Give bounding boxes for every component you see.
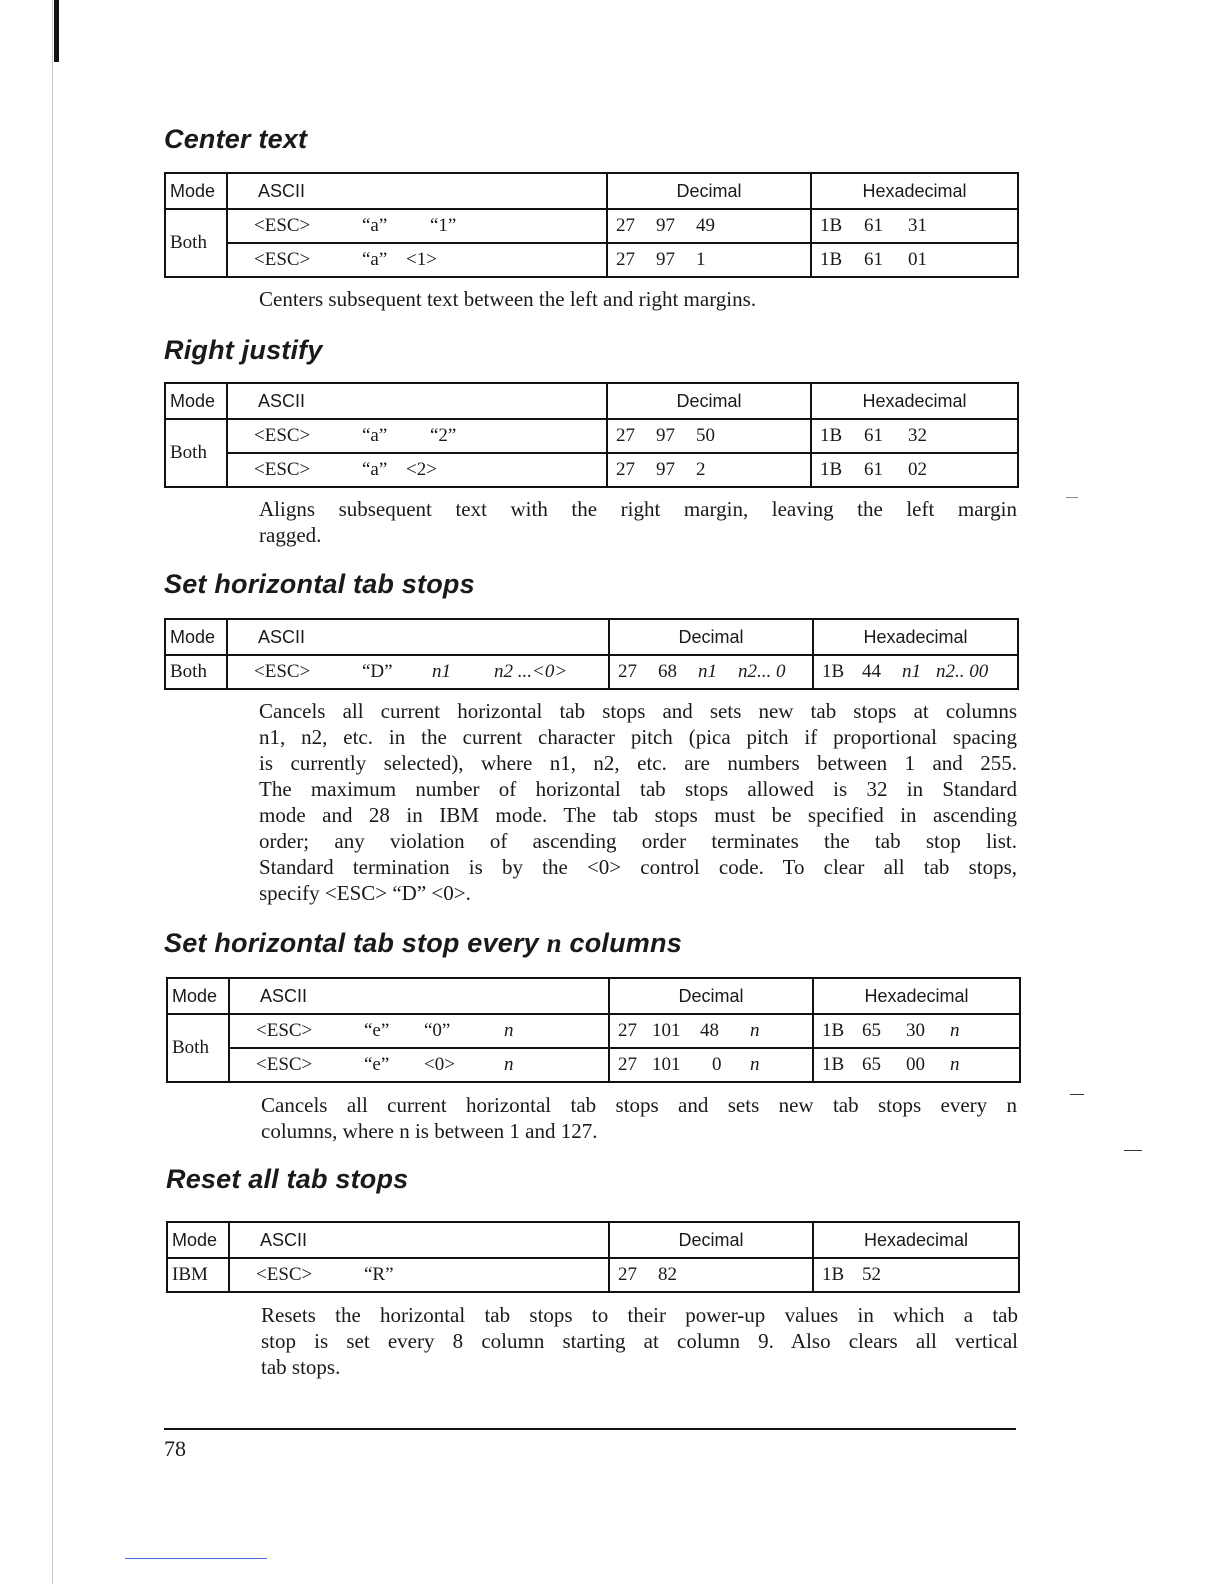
ascii-cell: [227, 655, 609, 689]
decimal-cell: [607, 209, 811, 243]
decimal-cell: [609, 1258, 813, 1292]
decimal-cell: [609, 1014, 813, 1048]
table-set-horizontal-tab-stops: [164, 618, 1019, 690]
ascii-token: “a”: [362, 459, 388, 480]
ascii-cell: [227, 419, 607, 453]
mode-cell: Both: [165, 419, 227, 487]
decimal-token: 97: [656, 425, 675, 446]
decimal-token: 27: [618, 1054, 637, 1075]
hex-token: 02: [908, 459, 927, 480]
hex-token: 1B: [822, 661, 845, 682]
description-line: ragged.: [259, 523, 322, 547]
decimal-token: 97: [656, 215, 675, 236]
hex-token: 61: [864, 249, 883, 270]
scan-edge-line: [52, 0, 53, 1584]
hex-token: 1B: [822, 1054, 845, 1075]
header-hex: Hexadecimal: [813, 619, 1018, 655]
decimal-token: 97: [656, 459, 675, 480]
hex-token: 61: [864, 425, 883, 446]
decimal-cell: [607, 453, 811, 487]
ascii-token: “a”: [362, 215, 388, 236]
ascii-token: <ESC>: [254, 249, 311, 270]
heading-center-text: Center text: [164, 124, 308, 154]
table-row: [167, 1048, 1020, 1082]
mode-cell: Both: [167, 1014, 229, 1082]
ascii-token: “e”: [364, 1054, 390, 1075]
hex-token: 01: [908, 249, 927, 270]
decimal-cell: [607, 419, 811, 453]
ascii-token: <ESC>: [256, 1054, 313, 1075]
hex-token: 1B: [820, 215, 843, 236]
ascii-token: “1”: [430, 215, 457, 236]
hex-token: 61: [864, 459, 883, 480]
margin-mark: [1066, 497, 1078, 498]
hex-token: 32: [908, 425, 927, 446]
ascii-token: <ESC>: [254, 661, 311, 682]
description-right-justify: [259, 496, 1017, 548]
hex-cell: [811, 453, 1018, 487]
table-header-row: [165, 173, 1018, 209]
hex-token: 30: [906, 1020, 925, 1041]
decimal-token: n2... 0: [738, 661, 786, 682]
description-line: Cancels all current horizontal tab stops and sets new tab stops every n: [261, 1093, 1017, 1117]
header-hex: Hexadecimal: [813, 1222, 1019, 1258]
decimal-token: 27: [616, 425, 635, 446]
ascii-token: <2>: [406, 459, 437, 480]
description-line: The maximum number of horizontal tab stops allowed is 32 in Standard: [259, 777, 1017, 801]
table-header-row: [167, 1222, 1019, 1258]
hex-token: 1B: [822, 1020, 845, 1041]
header-mode: Mode: [165, 173, 227, 209]
decimal-token: 101: [652, 1020, 681, 1041]
hex-cell: [811, 419, 1018, 453]
hex-cell: [813, 655, 1018, 689]
heading-set-tab-every-n: [164, 928, 682, 959]
header-mode: Mode: [167, 978, 229, 1014]
scan-edge-mark: [54, 0, 59, 62]
hex-token: 31: [908, 215, 927, 236]
ascii-cell: [229, 1048, 609, 1082]
heading-part: Set horizontal tab stop every: [164, 928, 539, 958]
decimal-token: 27: [618, 661, 637, 682]
ascii-token: <ESC>: [256, 1264, 313, 1285]
decimal-token: n: [750, 1020, 760, 1041]
description-line: is currently selected), where n1, n2, etc. are numbers between 1 and 255.: [259, 751, 1017, 775]
description-line: Centers subsequent text between the left and right margins.: [259, 287, 757, 311]
decimal-token: 48: [700, 1020, 719, 1041]
table-header-row: [165, 619, 1018, 655]
header-ascii: ASCII: [227, 173, 607, 209]
decimal-token: 27: [616, 215, 635, 236]
description-line: order; any violation of ascending order terminates the tab stop list.: [259, 829, 1017, 853]
description-line: Cancels all current horizontal tab stops and sets new tab stops at columns: [259, 699, 1017, 723]
decimal-token: n: [750, 1054, 760, 1075]
hex-token: n: [950, 1020, 960, 1041]
ascii-token: n: [504, 1020, 514, 1041]
description-line: Standard termination is by the <0> control code. To clear all tab stops,: [259, 855, 1017, 879]
decimal-token: 68: [658, 661, 677, 682]
decimal-token: 1: [696, 249, 706, 270]
header-mode: Mode: [165, 383, 227, 419]
header-mode: Mode: [167, 1222, 229, 1258]
hex-token: n: [950, 1054, 960, 1075]
ascii-cell: [229, 1258, 609, 1292]
decimal-token: 27: [618, 1264, 637, 1285]
mode-cell: Both: [165, 655, 227, 689]
description-set-horizontal-tab-stops: [259, 698, 1017, 906]
header-ascii: ASCII: [229, 1222, 609, 1258]
decimal-token: 27: [616, 459, 635, 480]
description-center-text: [259, 286, 1017, 312]
hex-token: 65: [862, 1054, 881, 1075]
hex-token: 1B: [822, 1264, 845, 1285]
decimal-token: 2: [696, 459, 706, 480]
hex-token: 52: [862, 1264, 881, 1285]
decimal-cell: [609, 655, 813, 689]
table-row: [167, 1014, 1020, 1048]
ascii-token: <1>: [406, 249, 437, 270]
ascii-token: n1: [432, 661, 451, 682]
table-header-row: [167, 978, 1020, 1014]
hex-cell: [811, 209, 1018, 243]
decimal-cell: [607, 243, 811, 277]
ascii-cell: [227, 453, 607, 487]
ascii-token: “a”: [362, 249, 388, 270]
ascii-cell: [227, 209, 607, 243]
header-ascii: ASCII: [229, 978, 609, 1014]
mode-cell: Both: [165, 209, 227, 277]
hex-token: 1B: [820, 459, 843, 480]
heading-reset-all-tab-stops: Reset all tab stops: [166, 1164, 409, 1194]
description-set-tab-every-n: [261, 1092, 1017, 1144]
hex-token: 65: [862, 1020, 881, 1041]
page-number: 78: [164, 1436, 186, 1461]
decimal-token: 49: [696, 215, 715, 236]
ascii-token: “a”: [362, 425, 388, 446]
description-line: Aligns subsequent text with the right margin, leaving the left margin: [259, 497, 1017, 521]
ascii-cell: [229, 1014, 609, 1048]
ascii-token: n2 ...<0>: [494, 661, 568, 682]
table-row: [167, 1258, 1019, 1292]
hex-token: 61: [864, 215, 883, 236]
ascii-token: <ESC>: [254, 425, 311, 446]
decimal-token: 0: [712, 1054, 722, 1075]
decimal-token: 27: [616, 249, 635, 270]
header-decimal: Decimal: [609, 978, 813, 1014]
description-line: stop is set every 8 column starting at column 9. Also clears all vertical: [261, 1329, 1018, 1353]
table-row: [165, 243, 1018, 277]
mode-cell: IBM: [167, 1258, 229, 1292]
header-decimal: Decimal: [607, 383, 811, 419]
hex-cell: [811, 243, 1018, 277]
description-line: n1, n2, etc. in the current character pitch (pica pitch if proportional spacing: [259, 725, 1017, 749]
hex-token: 44: [862, 661, 881, 682]
table-row: [165, 209, 1018, 243]
table-row: [165, 655, 1018, 689]
ascii-token: “D”: [362, 661, 393, 682]
header-hex: Hexadecimal: [811, 383, 1018, 419]
decimal-token: n1: [698, 661, 717, 682]
heading-variable: n: [546, 928, 562, 958]
header-decimal: Decimal: [607, 173, 811, 209]
header-mode: Mode: [165, 619, 227, 655]
description-line: tab stops.: [261, 1355, 341, 1379]
heading-part: columns: [569, 928, 682, 958]
header-decimal: Decimal: [609, 619, 813, 655]
decimal-cell: [609, 1048, 813, 1082]
table-right-justify: [164, 382, 1019, 488]
ascii-token: “2”: [430, 425, 457, 446]
description-line: mode and 28 in IBM mode. The tab stops must be specified in ascending: [259, 803, 1017, 827]
decimal-token: 82: [658, 1264, 677, 1285]
table-row: [165, 419, 1018, 453]
table-reset-all-tab-stops: [166, 1221, 1020, 1293]
heading-set-horizontal-tab-stops: Set horizontal tab stops: [164, 569, 475, 599]
header-ascii: ASCII: [227, 383, 607, 419]
header-decimal: Decimal: [609, 1222, 813, 1258]
table-row: [165, 453, 1018, 487]
ascii-token: “e”: [364, 1020, 390, 1041]
header-ascii: ASCII: [227, 619, 609, 655]
hex-token: n2.. 00: [936, 661, 989, 682]
margin-mark: [1070, 1094, 1084, 1095]
ascii-cell: [227, 243, 607, 277]
table-center-text: [164, 172, 1019, 278]
table-set-tab-every-n: [166, 977, 1021, 1083]
hex-token: 00: [906, 1054, 925, 1075]
hex-cell: [813, 1048, 1020, 1082]
header-hex: Hexadecimal: [811, 173, 1018, 209]
footer-underline-mark: [125, 1558, 267, 1559]
hex-cell: [813, 1014, 1020, 1048]
ascii-token: <ESC>: [254, 459, 311, 480]
description-line: columns, where n is between 1 and 127.: [261, 1119, 598, 1143]
decimal-token: 101: [652, 1054, 681, 1075]
ascii-token: “0”: [424, 1020, 451, 1041]
hex-token: 1B: [820, 249, 843, 270]
margin-mark: [1124, 1150, 1142, 1151]
ascii-token: <ESC>: [256, 1020, 313, 1041]
decimal-token: 50: [696, 425, 715, 446]
hex-token: 1B: [820, 425, 843, 446]
description-line: specify <ESC> “D” <0>.: [259, 881, 471, 905]
heading-right-justify: Right justify: [164, 335, 323, 365]
header-hex: Hexadecimal: [813, 978, 1020, 1014]
description-reset-all-tab-stops: [261, 1302, 1018, 1380]
ascii-token: “R”: [364, 1264, 394, 1285]
footer-rule: [164, 1428, 1016, 1430]
ascii-token: n: [504, 1054, 514, 1075]
decimal-token: 97: [656, 249, 675, 270]
decimal-token: 27: [618, 1020, 637, 1041]
hex-token: n1: [902, 661, 921, 682]
table-header-row: [165, 383, 1018, 419]
ascii-token: <ESC>: [254, 215, 311, 236]
ascii-token: <0>: [424, 1054, 455, 1075]
hex-cell: [813, 1258, 1019, 1292]
description-line: Resets the horizontal tab stops to their power-up values in which a tab: [261, 1303, 1018, 1327]
